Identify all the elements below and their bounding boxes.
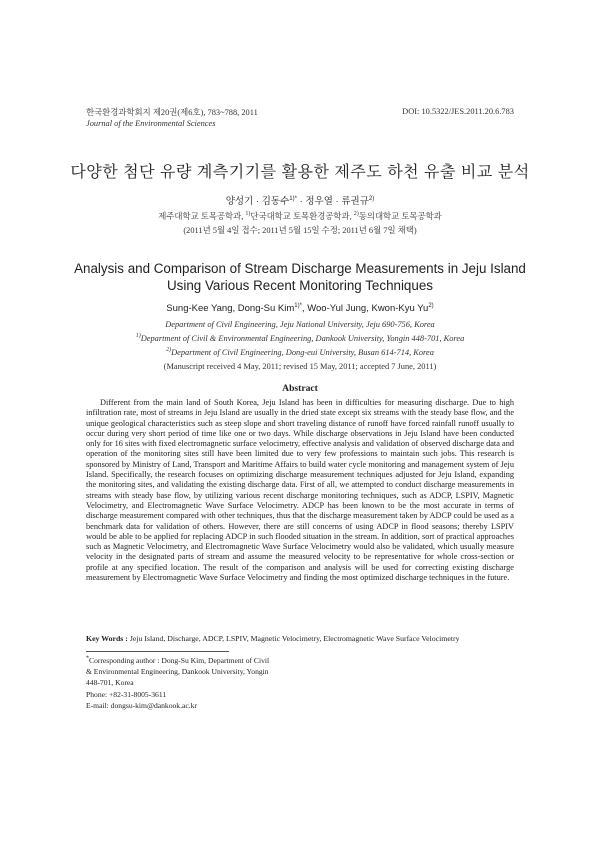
authors-english bbox=[0, 303, 600, 314]
footnote-line1 bbox=[86, 655, 386, 666]
authors-kr-part2: · 정우열 · 류권규 bbox=[296, 196, 369, 207]
footnote-line3: 448-701, Korea bbox=[86, 678, 134, 688]
footnote-line1-text: Corresponding author : Dong-Su Kim, Department of Civil bbox=[89, 656, 270, 665]
affil-en-3-sup: 2) bbox=[166, 347, 172, 354]
affiliation-english-3 bbox=[0, 348, 600, 357]
corresponding-author-footnote bbox=[86, 655, 386, 711]
keywords-label: Key Words : bbox=[86, 634, 130, 643]
authors-korean bbox=[0, 193, 600, 207]
authors-en-part2: , Woo-Yul Jung, Kwon-Kyu Yu bbox=[301, 303, 429, 314]
title-english: Analysis and Comparison of Stream Discharge Measurements in Jeju Island Using Various Recent Monitoring Techniques bbox=[74, 261, 526, 293]
authors-en-part1: Sung-Kee Yang, Dong-Su Kim bbox=[166, 303, 295, 314]
journal-name-kr: 한국환경과학회지 제20권(제6호), 783~788, 2011 bbox=[86, 108, 258, 117]
affil-kr-3-sup: 2) bbox=[353, 211, 359, 218]
affil-en-2-sup: 1) bbox=[135, 333, 141, 340]
affiliation-english-1: Department of Civil Engineering, Jeju National University, Jeju 690-756, Korea bbox=[165, 320, 435, 329]
footnote-marker: * bbox=[86, 655, 89, 662]
journal-header bbox=[86, 107, 258, 129]
authors-kr-sup1: 1)* bbox=[289, 195, 297, 202]
authors-kr-part1: 양성기 · 김동수 bbox=[225, 196, 290, 207]
doi: DOI: 10.5322/JES.2011.20.6.783 bbox=[402, 107, 514, 116]
authors-en-sup1: 1)* bbox=[294, 302, 302, 309]
dates-korean: (2011년 5월 4일 접수; 2011년 5월 15일 수정; 2011년 6월 7일 채택) bbox=[183, 226, 417, 235]
affil-en-2-text: Department of Civil & Environmental Engineering, Dankook University, Yongin 448-701, Korea bbox=[140, 334, 465, 343]
footnote-line2: & Environmental Engineering, Dankook University, Yongin bbox=[86, 667, 269, 677]
keywords-text: Jeju Island, Discharge, ADCP, LSPIV, Magnetic Velocimetry, Electromagnetic Wave Surface Velocimetry bbox=[129, 634, 460, 643]
authors-kr-sup2: 2) bbox=[368, 195, 375, 202]
affil-kr-2-sup: 1) bbox=[245, 211, 251, 218]
affil-kr-2: 단국대학교 토목환경공학과, bbox=[250, 212, 354, 221]
footnote-divider bbox=[86, 651, 229, 652]
affiliation-korean bbox=[0, 210, 600, 222]
footnote-email: E-mail: dongsu-kim@dankook.ac.kr bbox=[86, 700, 197, 710]
affil-kr-3: 동의대학교 토목공학과 bbox=[358, 212, 442, 221]
affil-kr-1: 제주대학교 토목공학과, bbox=[158, 212, 246, 221]
journal-name-en: Journal of the Environmental Sciences bbox=[86, 119, 216, 128]
authors-en-sup2: 2) bbox=[428, 302, 434, 309]
manuscript-dates: (Manuscript received 4 May, 2011; revised 15 May, 2011; accepted 7 June, 2011) bbox=[163, 362, 437, 371]
abstract-body: Different from the main land of South Korea, Jeju Island has been in difficulties for measuring discharge. Due to high infiltration rate, most of streams in Jeju Island are usually in the dried state except six streams with the steady base flow, and the unique geological characteristics such as steep slope and short traveling distance of runoff have forced rainfall runoff usually to occur during very short period of time like one or two days. While discharge observations in Jeju Island have been conducted only for 16 sites with fixed electromagnetic surface velocimetry, effective analysis and validation of observed discharge data and operation of the monitoring sites still have been limited due to very few professions to maintain such jobs. This research is sponsored by Ministry of Land, Transport and Maritime Affairs to build water cycle monitoring and management system of Jeju Island. Specifically, the research focuses on optimizing discharge measurement techniques adjusted for Jeju Island, expanding the monitoring sites, and validating the existing discharge data. First of all, we attempted to conduct discharge measurements in streams with steady base flow, by utilizing various recent discharge monitoring techniques, such as ADCP, LSPIV, Magnetic Velocimetry, and Electromagnetic Wave Surface Velocimetry. ADCP has been known to be the most accurate in terms of discharge measurement compared with other techniques, thus that the discharge measurement taken by ADCP could be used as a benchmark data for validation of others. However, there are still concerns of using ADCP in flood seasons; thereby LSPIV would be able to be applied for replacing ADCP in such flooded situation in the stream. In addition, sort of practical approaches such as Magnetic Velocimetry, and Electromagnetic Wave Surface Velocimetry would also be validated, which usually measure velocity in the designated parts of stream and assume the measured velocity to be representative for whole cross-section or profile at any specified location. The result of the comparison and analysis will be used for correcting existing discharge measurement by Electromagnetic Wave Surface Velocimetry and finding the most optimized discharge techniques in the future. bbox=[86, 398, 514, 583]
abstract-heading: Abstract bbox=[282, 383, 318, 394]
footnote-phone: Phone: +82-31-8005-3611 bbox=[86, 689, 167, 699]
affil-en-3-text: Department of Civil Engineering, Dong-eui University, Busan 614-714, Korea bbox=[171, 348, 434, 357]
title-korean: 다양한 첨단 유량 계측기기를 활용한 제주도 하천 유출 비교 분석 bbox=[70, 164, 530, 181]
keywords bbox=[86, 634, 514, 643]
affiliation-english-2 bbox=[0, 334, 600, 343]
